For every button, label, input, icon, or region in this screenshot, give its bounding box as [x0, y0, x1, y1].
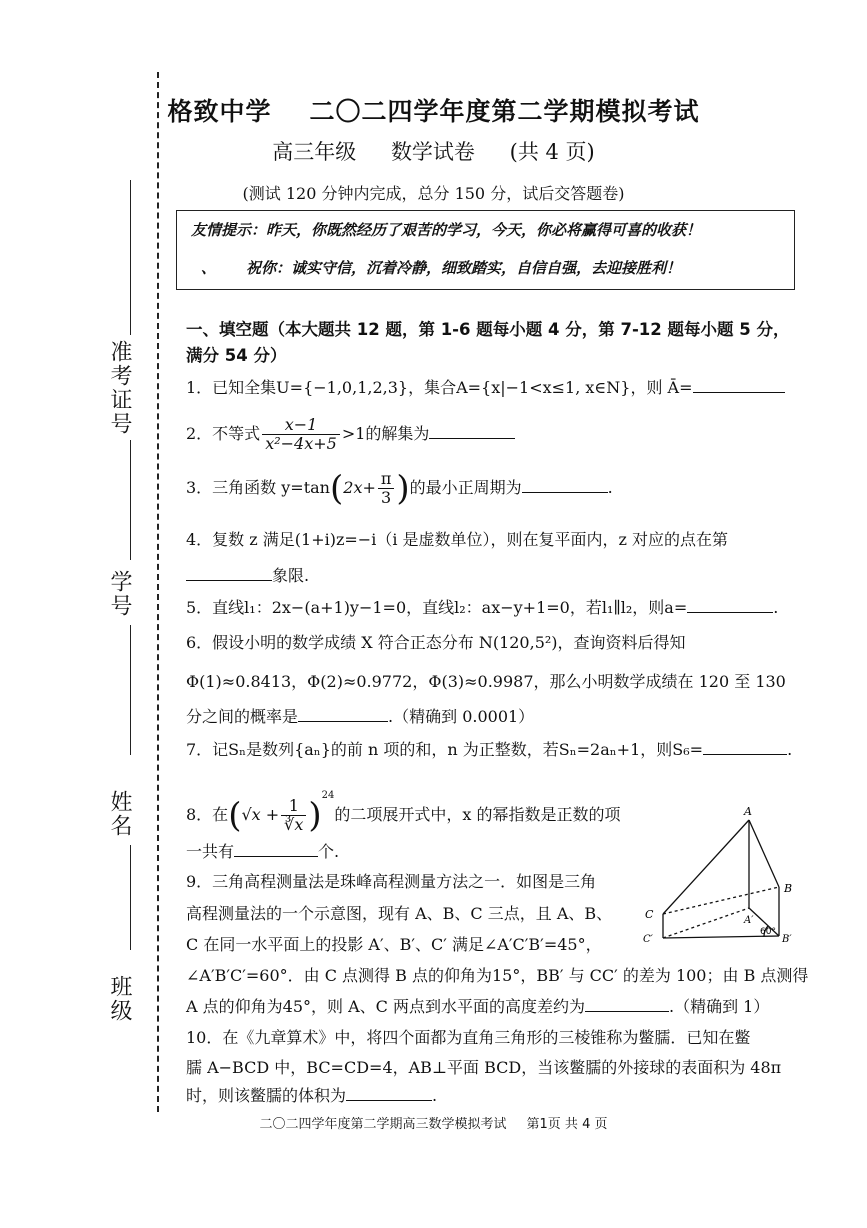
question-2: [186, 416, 515, 453]
q3-numerator: π: [378, 470, 395, 489]
admission-number-label: 准考证号: [107, 340, 132, 436]
section-heading-2: 满分 54 分）: [186, 346, 287, 365]
q3-denominator: 3: [381, 488, 392, 507]
label-a: A: [744, 805, 752, 818]
tip-dot: 、: [201, 259, 217, 277]
q6-text-b: .（精确到 0.0001）: [388, 707, 535, 726]
question-9-line-5: [186, 997, 769, 1017]
q8-paren-left: (: [228, 795, 242, 836]
exam-title: [0, 92, 867, 128]
q5-end: .: [773, 598, 779, 617]
question-8-line-2: [186, 842, 339, 862]
question-9-line-2: 高程测量法的一个示意图，现有 A、B、C 三点，且 A、B、: [186, 904, 613, 923]
q9-text-b: .（精确到 1）: [668, 997, 770, 1016]
q8-fraction: [281, 797, 306, 834]
q9-answer-blank[interactable]: [585, 997, 669, 1012]
tip-line-2: [201, 257, 681, 278]
q7-text: 7．记Sₙ是数列{aₙ}的前 n 项的和，n 为正整数，若Sₙ=2aₙ+1，则S₆=: [186, 740, 704, 759]
q2-text-a: 2．不等式: [186, 424, 261, 443]
q8-numerator: 1: [281, 797, 306, 816]
page-count: (共 4 页): [509, 140, 595, 164]
question-6-line-3: [186, 707, 534, 727]
q8-text-c: 一共有: [186, 842, 235, 861]
q5-answer-blank[interactable]: [687, 598, 773, 613]
question-7: [186, 740, 792, 760]
question-6: 6．假设小明的数学成绩 X 符合正态分布 N(120,5²)，查询资料后得知: [186, 633, 686, 652]
student-id-line: [130, 440, 131, 560]
label-angle: 60°: [760, 927, 776, 937]
q4-text-b: 象限.: [272, 566, 310, 585]
student-id-line-lower: [130, 625, 131, 755]
name-label: 姓名: [107, 790, 132, 838]
q8-text-d: 个.: [318, 842, 340, 861]
school-name: 格致中学: [167, 97, 272, 126]
q2-denominator: x²−4x+5: [265, 434, 337, 453]
q3-answer-blank[interactable]: [522, 478, 608, 493]
q3-paren-left: (: [330, 468, 344, 509]
edge-cb-dashed: [663, 887, 779, 914]
section-heading: 一、填空题（本大题共 12 题，第 1-6 题每小题 4 分，第 7-12 题每小题 5 分，: [186, 320, 790, 339]
label-c-prime: C′: [643, 934, 653, 945]
page-footer: [0, 1113, 867, 1132]
binding-dashed-line: [157, 72, 159, 1112]
question-8: [186, 786, 621, 834]
q3-fraction: [378, 470, 395, 507]
q3-end: .: [607, 478, 613, 497]
question-4: 4．复数 z 满足(1+i)z=−i（i 是虚数单位），则在复平面内，z 对应的点在第: [186, 530, 729, 549]
q8-denominator: ∛x: [284, 815, 304, 834]
q8-exponent: 24: [321, 790, 335, 801]
q8-paren-right: ): [308, 795, 322, 836]
grade: 高三年级: [272, 140, 357, 164]
label-c: C: [645, 908, 654, 921]
question-9: 9．三角高程测量法是珠峰高程测量方法之一．如图是三角: [186, 872, 597, 891]
question-9-line-3: C 在同一水平面上的投影 A′、B′、C′ 满足∠A′C′B′=45°，: [186, 935, 602, 954]
q3-text-b: 的最小正周期为: [409, 478, 522, 497]
q10-text-a: 时，则该鳖臑的体积为: [186, 1086, 347, 1105]
student-id-label: 学号: [107, 570, 132, 618]
tip-box: [176, 210, 795, 290]
footer-page: 第1页 共 4 页: [526, 1117, 608, 1132]
q1-answer-blank[interactable]: [693, 378, 785, 393]
q3-text-a: 3．三角函数 y=tan: [186, 478, 330, 497]
edge-ac: [663, 820, 749, 914]
q7-end: .: [787, 740, 793, 759]
subject: 数学试卷: [390, 140, 475, 164]
q10-answer-blank[interactable]: [346, 1086, 432, 1101]
exam-subtitle: [0, 136, 867, 166]
footer-exam: 二〇二四学年度第二学期高三数学模拟考试: [259, 1117, 507, 1132]
q5-text: 5．直线l₁：2x−(a+1)y−1=0，直线l₂：ax−y+1=0，若l₁∥l₂，则a=: [186, 598, 688, 617]
label-a-prime: A′: [744, 915, 754, 926]
q4-answer-blank[interactable]: [186, 566, 272, 581]
q8-inner: √x +: [241, 805, 280, 824]
question-10-line-3: [186, 1086, 437, 1106]
q3-paren-right: ): [396, 468, 410, 509]
q8-text-b: 的二项展开式中，x 的幂指数是正数的项: [334, 805, 621, 824]
question-1: [186, 378, 785, 398]
question-10: 10．在《九章算术》中，将四个面都为直角三角形的三棱锥称为鳖臑．已知在鳖: [186, 1028, 751, 1047]
edge-ab: [749, 820, 779, 887]
label-b-prime: B′: [782, 934, 792, 945]
q1-text: 1．已知全集U={−1,0,1,2,3}，集合A={x|−1<x≤1, x∈N}，则 Ā=: [186, 378, 693, 397]
question-6-line-2: Φ(1)≈0.8413，Φ(2)≈0.9772，Φ(3)≈0.9987，那么小明数学成绩在 120 至 130: [186, 672, 786, 691]
q9-text-a: A 点的仰角为45°，则 A、C 两点到水平面的高度差约为: [186, 997, 585, 1016]
q2-text-b: >1的解集为: [341, 424, 430, 443]
question-4-line-2: [186, 566, 309, 586]
q3-inner: 2x+: [343, 478, 376, 497]
tip-line-1: 友情提示：昨天，你既然经历了艰苦的学习，今天，你必将赢得可喜的收获！: [191, 221, 702, 239]
label-b: B: [784, 882, 793, 895]
q8-text-a: 8．在: [186, 805, 229, 824]
question-10-line-2: 臑 A−BCD 中，BC=CD=4，AB⊥平面 BCD，当该鳖臑的外接球的表面积为 48π: [186, 1058, 782, 1077]
exam-name: 二〇二四学年度第二学期模拟考试: [309, 97, 700, 126]
q6-text-a: 分之间的概率是: [186, 707, 299, 726]
q8-answer-blank[interactable]: [234, 842, 318, 857]
question-3: [186, 470, 613, 507]
name-line: [130, 845, 131, 950]
tip-wish: 祝你：诚实守信，沉着冷静，细致踏实，自信自强，去迎接胜利！: [246, 259, 682, 277]
q6-answer-blank[interactable]: [298, 707, 388, 722]
edge-c1a1-dashed: [663, 908, 749, 938]
q2-answer-blank[interactable]: [429, 424, 515, 439]
q7-answer-blank[interactable]: [703, 740, 787, 755]
triangulation-figure: [636, 800, 806, 950]
q2-numerator: x−1: [262, 416, 340, 435]
question-9-line-4: ∠A′B′C′=60°．由 C 点测得 B 点的仰角为15°，BB′ 与 CC′ 的差为 100；由 B 点测得: [186, 966, 809, 985]
q10-text-b: .: [432, 1086, 438, 1105]
question-5: [186, 598, 778, 618]
q2-fraction: [262, 416, 340, 453]
class-label: 班级: [107, 975, 132, 1023]
exam-instructions: (测试 120 分钟内完成，总分 150 分，试后交答题卷): [242, 184, 625, 203]
